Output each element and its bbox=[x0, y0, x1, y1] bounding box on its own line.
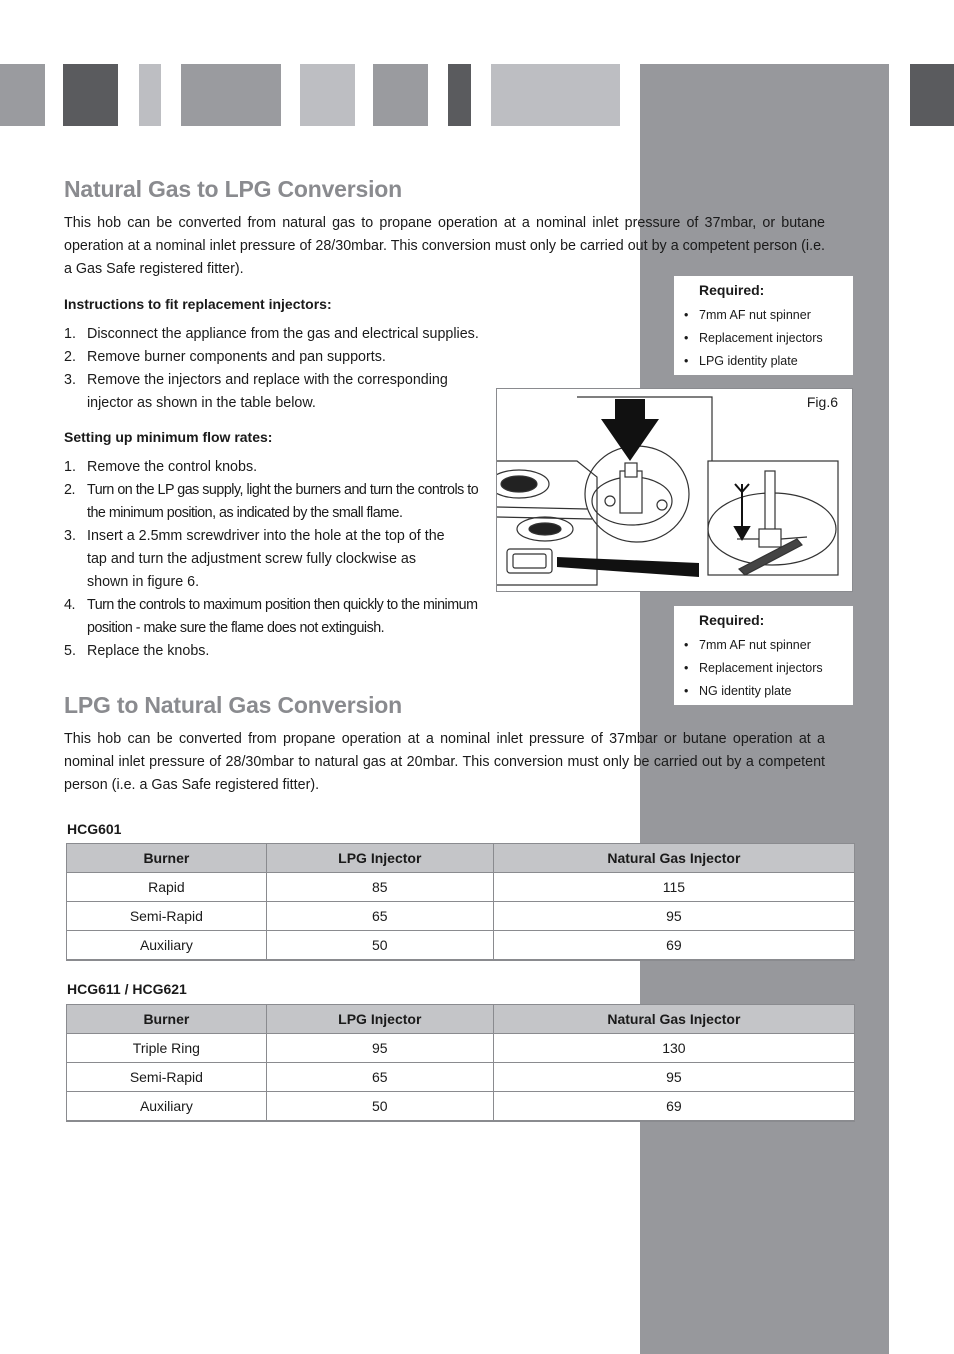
table-cell: 69 bbox=[493, 931, 854, 961]
flow-rates-heading: Setting up minimum flow rates: bbox=[64, 429, 273, 445]
column-header: Burner bbox=[67, 844, 267, 873]
column-header: LPG Injector bbox=[266, 1005, 493, 1034]
list-item: • NG identity plate bbox=[684, 684, 792, 698]
injector-instructions-heading: Instructions to fit replacement injectors: bbox=[64, 296, 332, 312]
list-item: 1. Disconnect the appliance from the gas and electrical supplies. bbox=[64, 326, 479, 342]
table-cell: Semi-Rapid bbox=[67, 902, 267, 931]
injector-table-hcg601 bbox=[66, 843, 855, 961]
list-item: • 7mm AF nut spinner bbox=[684, 308, 811, 322]
list-item: • 7mm AF nut spinner bbox=[684, 638, 811, 652]
required-list bbox=[684, 304, 823, 373]
header-bar bbox=[300, 64, 355, 126]
intro-paragraph-lpg-to-ng: This hob can be converted from propane operation at a nominal inlet pressure of 37mbar or butane operation at a nominal inlet pressure of 28/30mbar to natural gas at 20mbar. This conversion must only be carried out by a competent person (i.e. a Gas Safe registered fitter). bbox=[64, 731, 825, 793]
table-cell: Auxiliary bbox=[67, 1092, 267, 1122]
table-header-row bbox=[67, 844, 855, 873]
table-cell: Rapid bbox=[67, 873, 267, 902]
table-cell: 50 bbox=[266, 931, 493, 961]
table-row bbox=[67, 1034, 855, 1063]
table-cell: 65 bbox=[266, 902, 493, 931]
table-row bbox=[67, 902, 855, 931]
list-item: 2. Turn on the LP gas supply, light the burners and turn the controls to the minimum position, as indicated by the small flame. bbox=[64, 482, 479, 521]
table-cell: 130 bbox=[493, 1034, 854, 1063]
header-bar bbox=[0, 64, 45, 126]
injector-steps-list bbox=[64, 323, 484, 415]
list-item: • LPG identity plate bbox=[684, 354, 798, 368]
figure-label: Fig.6 bbox=[806, 394, 838, 410]
table-cell: Semi-Rapid bbox=[67, 1063, 267, 1092]
header-bar bbox=[448, 64, 471, 126]
table-cell: 50 bbox=[266, 1092, 493, 1122]
table-title-hcg601: HCG601 bbox=[67, 821, 122, 837]
injector-table-hcg611-hcg621 bbox=[66, 1004, 855, 1122]
column-header: Natural Gas Injector bbox=[493, 844, 854, 873]
required-title: Required: bbox=[699, 612, 765, 628]
required-title: Required: bbox=[699, 282, 765, 298]
table-row bbox=[67, 873, 855, 902]
table-row bbox=[67, 1092, 855, 1122]
header-bar bbox=[910, 64, 954, 126]
table-cell: Auxiliary bbox=[67, 931, 267, 961]
table-row bbox=[67, 931, 855, 961]
header-bar bbox=[491, 64, 620, 126]
table-cell: 115 bbox=[493, 873, 854, 902]
table-header-row bbox=[67, 1005, 855, 1034]
header-bar bbox=[139, 64, 161, 126]
flow-steps-list bbox=[64, 456, 484, 663]
list-item: 3. Insert a 2.5mm screwdriver into the hole at the top of the tap and turn the adjustment screw fully clockwise as shown in figure 6. bbox=[64, 528, 445, 590]
table-cell: 95 bbox=[493, 902, 854, 931]
gas-tap-adjustment-illustration bbox=[497, 389, 853, 592]
table-cell: Triple Ring bbox=[67, 1034, 267, 1063]
table-title-hcg611-hcg621: HCG611 / HCG621 bbox=[67, 981, 187, 997]
list-item: • Replacement injectors bbox=[684, 331, 823, 345]
header-bar bbox=[181, 64, 281, 126]
list-item: 4. Turn the controls to maximum position then quickly to the minimum position - make sure the flame does not extinguish. bbox=[64, 597, 478, 636]
table-cell: 95 bbox=[493, 1063, 854, 1092]
header-bar bbox=[373, 64, 428, 126]
list-item: • Replacement injectors bbox=[684, 661, 823, 675]
table-row bbox=[67, 1063, 855, 1092]
list-item: 2. Remove burner components and pan supports. bbox=[64, 349, 386, 365]
required-box-ng bbox=[674, 606, 853, 705]
table-cell: 69 bbox=[493, 1092, 854, 1122]
list-item: 1. Remove the control knobs. bbox=[64, 459, 258, 475]
figure-6-illustration bbox=[496, 388, 853, 592]
required-box-lpg bbox=[674, 276, 853, 375]
section-title-lpg-to-ng: LPG to Natural Gas Conversion bbox=[64, 692, 402, 718]
list-item: 5. Replace the knobs. bbox=[64, 643, 210, 659]
section-title-ng-to-lpg: Natural Gas to LPG Conversion bbox=[64, 176, 402, 202]
intro-paragraph-ng-to-lpg: This hob can be converted from natural gas to propane operation at a nominal inlet pressure of 37mbar, or butane operation at a nominal inlet pressure of 28/30mbar. This conversion must only be carried out by a competent person (i.e. a Gas Safe registered fitter). bbox=[64, 215, 825, 277]
table-cell: 65 bbox=[266, 1063, 493, 1092]
list-item: 3. Remove the injectors and replace with the corresponding injector as shown in the table below. bbox=[64, 372, 448, 411]
column-header: LPG Injector bbox=[266, 844, 493, 873]
header-bar bbox=[63, 64, 118, 126]
table-cell: 95 bbox=[266, 1034, 493, 1063]
column-header: Burner bbox=[67, 1005, 267, 1034]
required-list bbox=[684, 634, 823, 703]
column-header: Natural Gas Injector bbox=[493, 1005, 854, 1034]
table-cell: 85 bbox=[266, 873, 493, 902]
